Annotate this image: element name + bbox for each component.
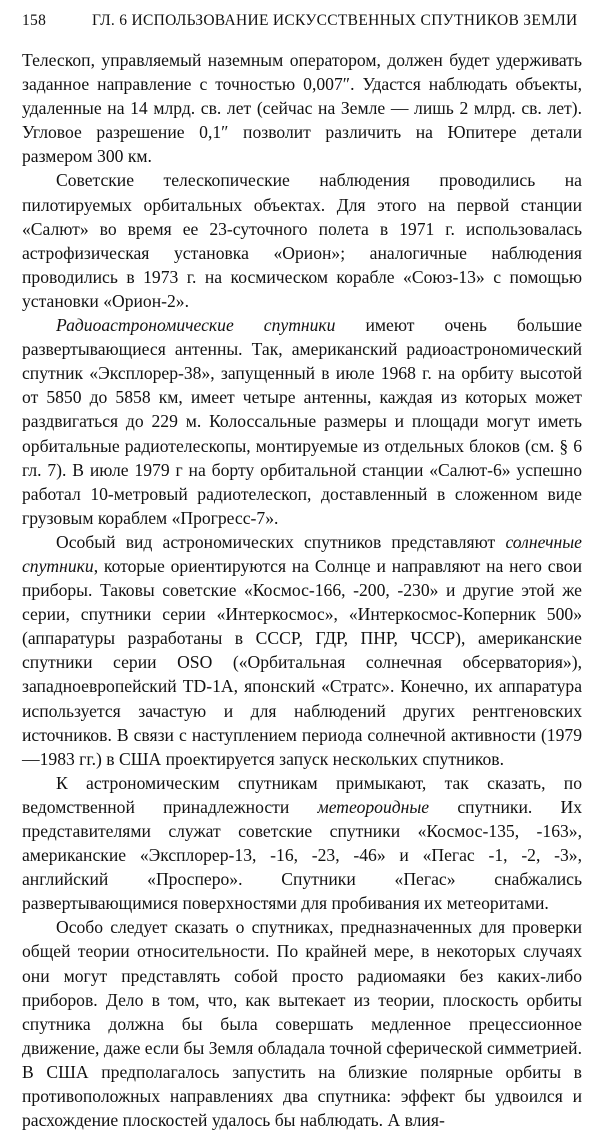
paragraph-1	[22, 48, 582, 168]
paragraph-3	[22, 313, 582, 530]
page-number: 158	[22, 12, 47, 29]
paragraph-2	[22, 168, 582, 313]
body-text	[22, 48, 582, 1132]
running-header	[22, 12, 578, 38]
paragraph-5-lead: К астрономическим спутникам примыкают, так сказать, по ведомственной принадлежности	[22, 772, 582, 817]
paragraph-5-text: спутники. Их представителями служат советские спутники «Космос-135, -163», американские «Эксплорер-13, -16, -23, -46» и «Пегас -1, -2, -3», английский «Просперо». Спутники «Пегас» снабжались развертывающимися поверхностями для пробивания их метеоритами.	[22, 796, 583, 914]
paragraph-4-text: , которые ориентируются на Солнце и направляют на него свои приборы. Таковы советские «Космос-166, -200, -230» и другие этой же серии, спутники серии «Интеркосмос», «Интеркосмос-Коперник 500» (аппаратуры разработаны в СССР, ГДР, ПНР, ЧССР), американские спутники серии OSO («Орбитальная солнечная обсерватория»), западноевропейский TD-1A, японский «Стратс». Конечно, их аппаратура используется зачастую и для наблюдений других рентгеновских источников. В связи с наступлением периода солнечной активности (1979—1983 гг.) в США проектируется запуск нескольких спутников.	[22, 555, 582, 769]
paragraph-4-term: солнечные спутники	[22, 531, 582, 576]
paragraph-5	[22, 771, 582, 916]
paragraph-5-term: метеороидные	[317, 796, 430, 817]
paragraph-3-term: Радиоастрономические спутники	[56, 315, 336, 336]
paragraph-2-text: Советские телескопические наблюдения проводились на пилотируемых орбитальных объектах. Для этого на первой станции «Салют» во время ее 23-суточного полета в 1971 г. использовалась астрофизическая установка «Орион»; аналогичные наблюдения проводились в 1973 г. на космическом корабле «Союз-13» с помощью установки «Орион-2».	[22, 170, 582, 311]
paragraph-1-text: Телескоп, управляемый наземным оператором, должен будет удерживать заданное направление с точностью 0,007″. Удастся наблюдать объекты, удаленные на 14 млрд. св. лет (сейчас на Земле — лишь 2 млрд. св. лет). Угловое разрешение 0,1″ позволит различить на Юпитере детали размером 300 км.	[22, 50, 582, 167]
paragraph-4-lead: Особый вид астрономических спутников представляют	[56, 531, 506, 552]
paragraph-6	[22, 915, 582, 1132]
paragraph-4	[22, 530, 582, 771]
paragraph-3-text: имеют очень большие развертывающиеся антенны. Так, американский радиоастрономический спутник «Эксплорер-38», запущенный в июле 1968 г. на орбиту высотой от 5850 до 5858 км, имеет четыре антенны, каждая из которых может раздвигаться до 229 м. Колоссальные размеры и площади могут иметь орбитальные радиотелескопы, монтируемые из отдельных блоков (см. § 6 гл. 7). В июле 1979 г на борту орбитальной станции «Салют-6» успешно работал 10-метровый радиотелескоп, доставленный в сложенном виде грузовым кораблем «Прогресс-7».	[22, 315, 583, 528]
chapter-title: ГЛ. 6 ИСПОЛЬЗОВАНИЕ ИСКУССТВЕННЫХ СПУТНИКОВ ЗЕМЛИ	[92, 12, 578, 29]
paragraph-6-text: Особо следует сказать о спутниках, предназначенных для проверки общей теории относительности. По крайней мере, в некоторых случаях они могут представлять собой просто радиомаяки без каких-либо приборов. Дело в том, что, как вытекает из теории, плоскость орбиты спутника должна бы была совершать медленное прецессионное движение, даже если бы Земля обладала точной сферической симметрией. В США предполагалось запустить на близкие полярные орбиты в противоположных направлениях два спутника: эффект бы удвоился и расхождение плоскостей удалось бы наблюдать. А влия-	[22, 917, 582, 1131]
